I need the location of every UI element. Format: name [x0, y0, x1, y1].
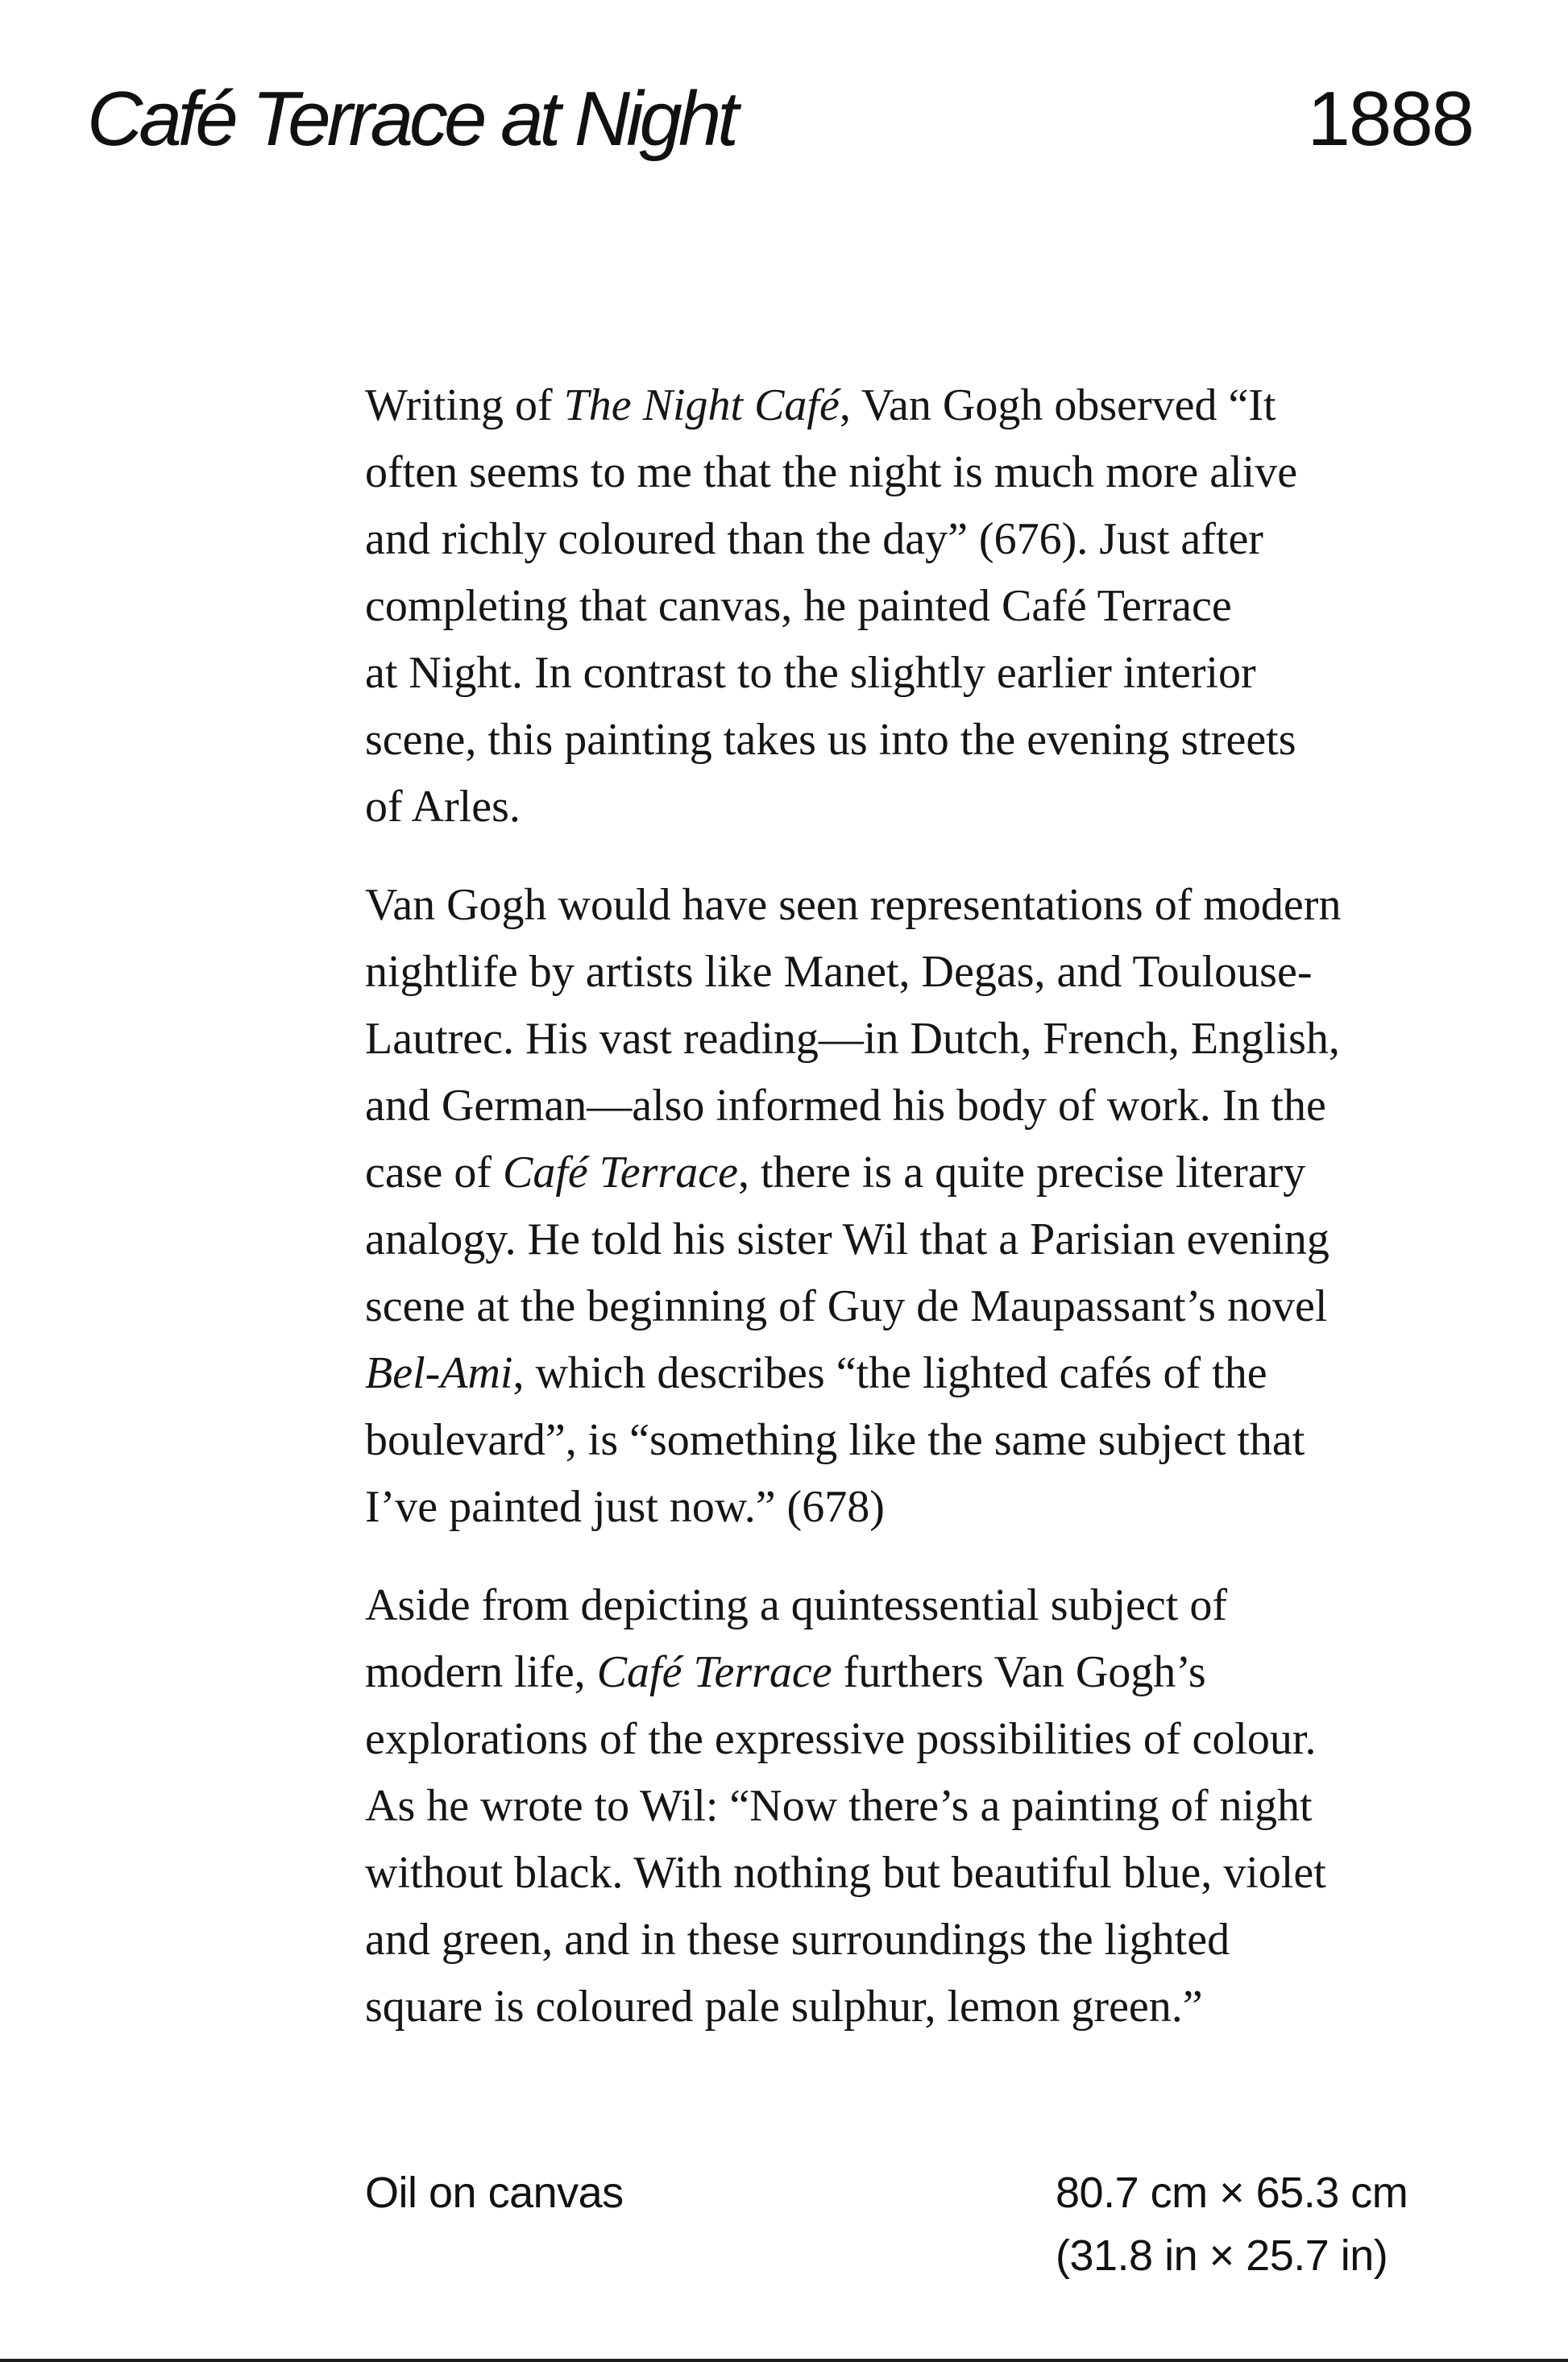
text-segment: often seems to me that the night is much more alive — [365, 447, 1298, 497]
text-line — [365, 1273, 1509, 1340]
italic-title-reference: The Night Café — [563, 380, 840, 430]
text-segment: , there is a quite precise literary — [737, 1148, 1306, 1198]
text-segment: analogy. He told his sister Wil that a Parisian evening — [365, 1214, 1329, 1264]
text-line — [365, 372, 1509, 439]
text-segment: , which describes “the lighted cafés of the — [512, 1348, 1267, 1398]
text-line — [365, 573, 1509, 640]
text-segment: square is coloured pale sulphur, lemon green.” — [365, 1982, 1203, 2032]
text-line — [365, 1139, 1509, 1206]
bottom-divider — [0, 2359, 1568, 2362]
text-line — [365, 1907, 1509, 1974]
text-segment: of Arles. — [365, 782, 521, 832]
text-segment: As he wrote to Wil: “Now there’s a painting of night — [365, 1781, 1313, 1831]
text-line — [365, 640, 1509, 707]
text-line — [365, 1073, 1509, 1139]
text-line — [365, 707, 1509, 774]
italic-title-reference: Café Terrace — [596, 1647, 832, 1697]
text-segment: explorations of the expressive possibilities of colour. — [365, 1714, 1317, 1764]
text-segment: Writing of — [365, 380, 564, 430]
text-segment: Lautrec. His vast reading—in Dutch, French, English, — [365, 1014, 1340, 1064]
artwork-header — [87, 71, 1473, 168]
text-line — [365, 1706, 1509, 1773]
text-segment: without black. With nothing but beautiful blue, violet — [365, 1848, 1326, 1898]
text-line — [365, 872, 1509, 939]
artwork-description — [365, 372, 1509, 2072]
text-segment: completing that canvas, he painted Café Terrace — [365, 581, 1232, 631]
text-segment: and richly coloured than the day” (676). Just after — [365, 514, 1263, 564]
dimensions-metric: 80.7 cm × 65.3 cm — [1056, 2169, 1408, 2217]
text-line — [365, 1407, 1509, 1474]
text-segment: , Van Gogh observed “It — [839, 380, 1276, 430]
dimensions-imperial: (31.8 in × 25.7 in) — [1056, 2231, 1388, 2280]
text-segment: Van Gogh would have seen representations of modern — [365, 880, 1342, 930]
text-line — [365, 1572, 1509, 1639]
text-segment: and German—also informed his body of work. In the — [365, 1081, 1326, 1131]
text-line — [365, 1340, 1509, 1407]
italic-title-reference: Bel-Ami — [365, 1348, 513, 1398]
text-line — [365, 939, 1509, 1006]
text-line — [365, 439, 1509, 506]
artwork-dimensions — [1056, 2161, 1408, 2287]
text-segment: I’ve painted just now.” (678) — [365, 1482, 885, 1532]
description-paragraph — [365, 872, 1509, 1541]
description-paragraph — [365, 1572, 1509, 2040]
text-segment: nightlife by artists like Manet, Degas, and Toulouse- — [365, 947, 1313, 997]
text-line — [365, 774, 1509, 841]
text-segment: Aside from depicting a quintessential subject of — [365, 1580, 1227, 1630]
text-line — [365, 506, 1509, 573]
text-segment: scene, this painting takes us into the evening streets — [365, 715, 1296, 765]
text-segment: boulevard”, is “something like the same subject that — [365, 1415, 1305, 1465]
text-segment: at Night. In contrast to the slightly earlier interior — [365, 648, 1256, 698]
text-line — [365, 1474, 1509, 1541]
text-segment: scene at the beginning of Guy de Maupassant’s novel — [365, 1281, 1328, 1331]
text-segment: case of — [365, 1148, 504, 1198]
text-line — [365, 1639, 1509, 1706]
text-line — [365, 1773, 1509, 1840]
text-line — [365, 1206, 1509, 1273]
artwork-title: Café Terrace at Night — [87, 76, 735, 162]
text-line — [365, 1974, 1509, 2040]
text-segment: and green, and in these surroundings the lighted — [365, 1915, 1230, 1965]
italic-title-reference: Café Terrace — [503, 1148, 738, 1198]
artwork-year: 1888 — [1307, 76, 1473, 162]
text-line — [365, 1006, 1509, 1073]
text-line — [365, 1840, 1509, 1907]
text-segment: modern life, — [365, 1647, 597, 1697]
description-paragraph — [365, 372, 1509, 841]
artwork-medium: Oil on canvas — [365, 2169, 624, 2217]
text-segment: furthers Van Gogh’s — [832, 1647, 1206, 1697]
